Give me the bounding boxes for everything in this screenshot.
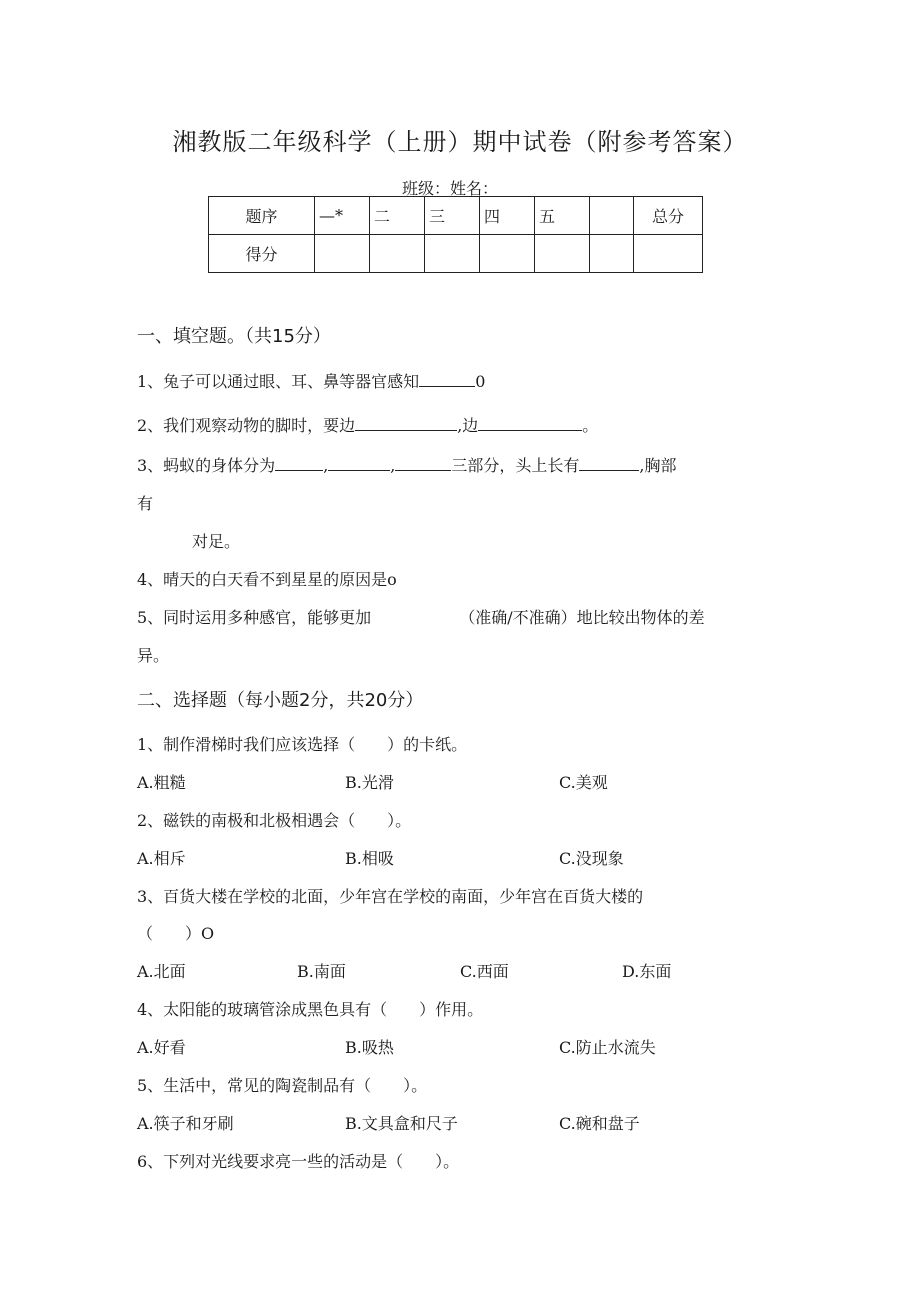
option-2-1-b[interactable]: B.光滑: [345, 773, 394, 792]
score-table-header-row: [209, 197, 703, 235]
score-cell[interactable]: [480, 235, 535, 273]
option-2-2-c[interactable]: C.没现象: [559, 849, 624, 868]
option-2-4-a[interactable]: A.好看: [137, 1038, 186, 1057]
answer-blank[interactable]: [355, 416, 457, 431]
option-2-1-a[interactable]: A.粗糙: [137, 773, 186, 792]
header-cell-total: 总分: [634, 197, 703, 235]
section1-heading: 一、填空题。（共15分）: [137, 326, 331, 347]
option-2-1-c[interactable]: C.美观: [559, 773, 608, 792]
question-1-1: [137, 369, 485, 392]
header-cell-3: 三: [425, 197, 480, 235]
question-text-end: 0: [475, 372, 486, 391]
question-1-3: [137, 453, 676, 476]
question-1-2: [137, 413, 598, 436]
option-2-2-b[interactable]: B.相吸: [345, 849, 394, 868]
option-2-4-c[interactable]: C.防止水流失: [559, 1038, 656, 1057]
answer-blank[interactable]: [328, 456, 390, 471]
question-2-6: 6、下列对光线要求亮一些的活动是（ ）。: [137, 1152, 460, 1171]
score-cell[interactable]: [425, 235, 480, 273]
question-text: 5、同时运用多种感官，能够更加: [137, 608, 372, 627]
question-1-4: 4、晴天的白天看不到星星的原因是o: [137, 570, 397, 589]
score-table-score-row: [209, 235, 703, 273]
score-cell[interactable]: [535, 235, 590, 273]
score-cell[interactable]: [370, 235, 425, 273]
question-text: ,边: [457, 416, 479, 435]
option-2-4-b[interactable]: B.吸热: [345, 1038, 394, 1057]
answer-blank[interactable]: [275, 456, 323, 471]
question-text: 三部分，头上长有: [451, 456, 580, 475]
row-label-score: 得分: [209, 235, 315, 273]
header-cell-1: —*: [315, 197, 370, 235]
header-cell-order: 题序: [209, 197, 315, 235]
score-table: [208, 196, 703, 273]
answer-blank[interactable]: [579, 456, 639, 471]
question-text: ,: [323, 456, 329, 475]
option-2-3-b[interactable]: B.南面: [297, 962, 346, 981]
question-text: 3、蚂蚁的身体分为: [137, 456, 276, 475]
question-text: 。: [582, 416, 599, 435]
question-2-4: 4、太阳能的玻璃管涂成黑色具有（ ）作用。: [137, 1000, 484, 1019]
question-1-5: [137, 605, 705, 628]
section2-heading: 二、选择题（每小题2分，共20分）: [137, 690, 424, 711]
question-2-3: 3、百货大楼在学校的北面，少年宫在学校的南面，少年宫在百货大楼的: [137, 887, 644, 906]
answer-blank[interactable]: [478, 416, 582, 431]
page-title: 湘教版二年级科学（上册）期中试卷（附参考答案）: [172, 128, 748, 156]
question-text: ,胸部: [639, 456, 677, 475]
score-cell[interactable]: [315, 235, 370, 273]
option-2-5-c[interactable]: C.碗和盘子: [559, 1114, 640, 1133]
header-cell-4: 四: [480, 197, 535, 235]
question-2-1: 1、制作滑梯时我们应该选择（ ）的卡纸。: [137, 735, 468, 754]
score-cell-total[interactable]: [634, 235, 703, 273]
question-2-5: 5、生活中，常见的陶瓷制品有（ ）。: [137, 1076, 428, 1095]
option-2-3-d[interactable]: D.东面: [622, 962, 672, 981]
header-cell-5: 五: [535, 197, 590, 235]
question-2-2: 2、磁铁的南极和北极相遇会（ ）。: [137, 811, 412, 830]
header-cell-6: [590, 197, 634, 235]
option-2-5-a[interactable]: A.筷子和牙刷: [137, 1114, 234, 1133]
option-2-5-b[interactable]: B.文具盒和尺子: [345, 1114, 458, 1133]
question-1-3-line2: 有: [137, 494, 154, 513]
question-1-3-line3: 对足。: [192, 532, 241, 551]
answer-blank[interactable]: [419, 372, 475, 387]
question-2-3-line2: （ ）O: [137, 924, 215, 943]
question-text: 1、兔子可以通过眼、耳、鼻等器官感知: [137, 372, 420, 391]
question-text: ,: [390, 456, 396, 475]
header-cell-2: 二: [370, 197, 425, 235]
question-text: 2、我们观察动物的脚时，要边: [137, 416, 356, 435]
option-2-2-a[interactable]: A.相斥: [137, 849, 186, 868]
answer-blank[interactable]: [395, 456, 451, 471]
question-text: （准确/不准确）地比较出物体的差: [459, 608, 705, 627]
question-1-5-line2: 异。: [137, 646, 170, 665]
score-cell[interactable]: [590, 235, 634, 273]
option-2-3-a[interactable]: A.北面: [137, 962, 186, 981]
option-2-3-c[interactable]: C.西面: [460, 962, 509, 981]
class-name-line: 班级：姓名：: [402, 179, 499, 198]
